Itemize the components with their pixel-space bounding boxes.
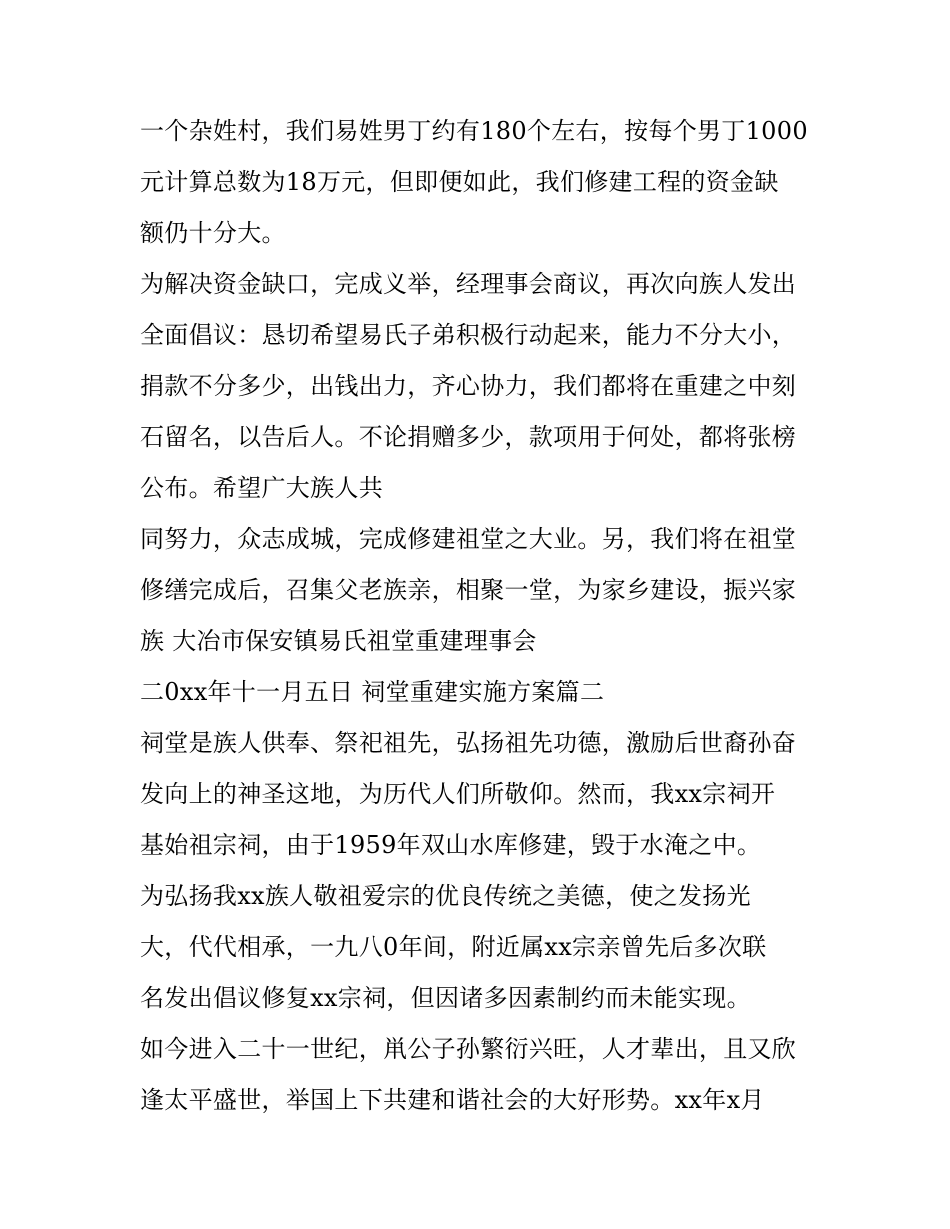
text-line-4: 为解决资金缺口，完成义举，经理事会商议，再次向族人发出 bbox=[140, 270, 797, 298]
text-line-18: 名发出倡议修复xx宗祠，但因诸多因素制约而未能实现。 bbox=[140, 984, 751, 1012]
text-line-15: 基始祖宗祠，由于1959年双山水库修建，毁于水淹之中。 bbox=[140, 831, 762, 859]
text-line-11: 族 大冶市保安镇易氏祖堂重建理事会 bbox=[140, 627, 537, 655]
text-line-5: 全面倡议：恳切希望易氏子弟积极行动起来，能力不分大小， bbox=[140, 321, 797, 349]
text-line-10: 修缮完成后，召集父老族亲，相聚一堂，为家乡建设，振兴家 bbox=[140, 576, 797, 604]
text-line-19: 如今进入二十一世纪，鼡公子孙繁衍兴旺，人才辈出，且又欣 bbox=[140, 1035, 797, 1063]
text-line-7: 石留名，以告后人。不论捐赠多少，款项用于何处，都将张榜 bbox=[140, 423, 797, 451]
text-line-14: 发向上的神圣这地，为历代人们所敬仰。然而，我xx宗祠开 bbox=[140, 780, 776, 808]
text-line-3: 额仍十分大。 bbox=[140, 219, 286, 247]
text-line-20: 逢太平盛世，举国上下共建和谐社会的大好形势。xx年x月 bbox=[140, 1086, 765, 1114]
body-text bbox=[140, 106, 830, 1126]
text-line-17: 大，代代相承，一九八0年间，附近属xx宗亲曾先后多次联 bbox=[140, 933, 767, 961]
text-line-16: 为弘扬我xx族人敬祖爱宗的优良传统之美德，使之发扬光 bbox=[140, 882, 751, 910]
text-line-6: 捐款不分多少，出钱出力，齐心协力，我们都将在重建之中刻 bbox=[140, 372, 797, 400]
text-line-12: 二0xx年十一月五日 祠堂重建实施方案篇二 bbox=[140, 678, 605, 706]
text-line-9: 同努力，众志成城，完成修建祖堂之大业。另，我们将在祖堂 bbox=[140, 525, 797, 553]
text-line-2: 元计算总数为18万元，但即便如此，我们修建工程的资金缺 bbox=[140, 168, 779, 196]
text-line-1: 一个杂姓村，我们易姓男丁约有180个左右，按每个男丁1000 bbox=[140, 117, 808, 145]
text-line-13: 祠堂是族人供奉、祭祀祖先，弘扬祖先功德，激励后世裔孙奋 bbox=[140, 729, 797, 757]
text-line-8: 公布。希望广大族人共 bbox=[140, 474, 383, 502]
